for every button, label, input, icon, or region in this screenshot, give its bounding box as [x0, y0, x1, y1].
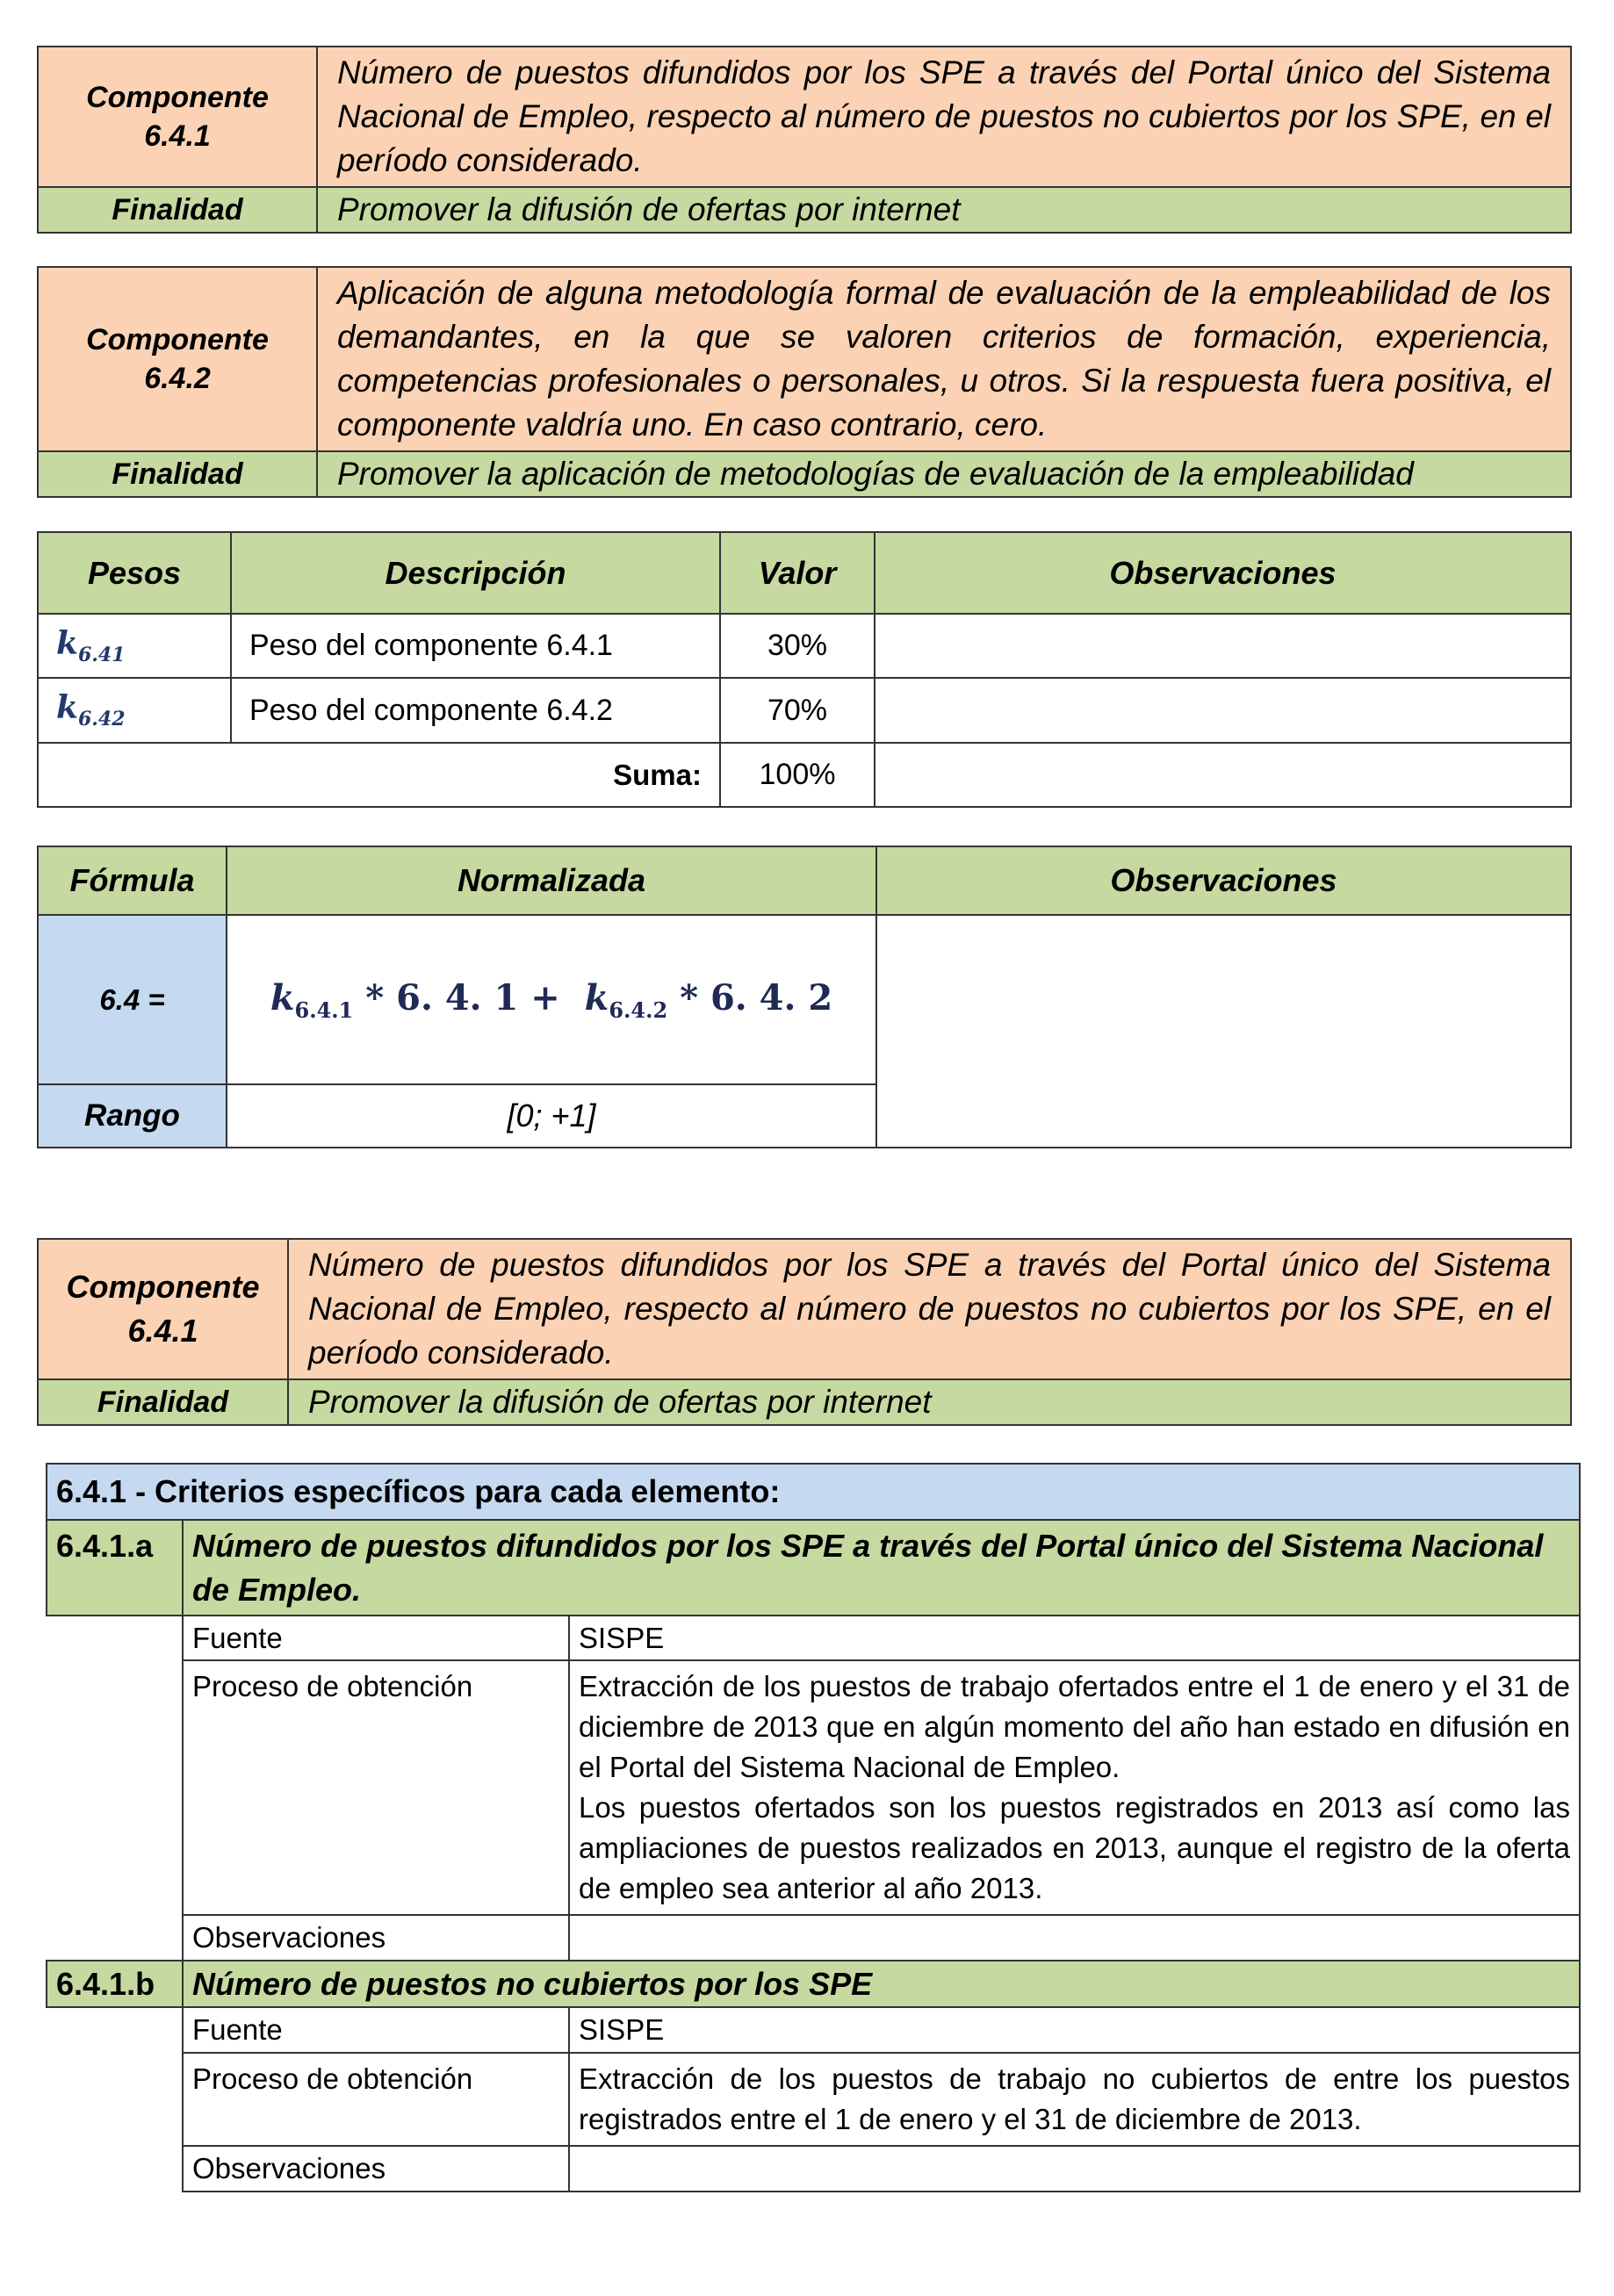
observaciones-header: Observaciones: [875, 532, 1571, 614]
componente-label-cell: [38, 1239, 288, 1379]
finalidad-label: Finalidad: [38, 1379, 288, 1425]
sum-observations: [875, 743, 1571, 807]
element-code: 6.4.1.a: [47, 1520, 183, 1616]
element-title: Número de puestos difundidos por los SPE a través del Portal único del Sistema Nacional de Empleo.: [183, 1520, 1580, 1616]
finalidad-label: Finalidad: [38, 187, 317, 233]
componente-description: Número de puestos difundidos por los SPE a través del Portal único del Sistema Nacional de Empleo, respecto al número de puestos no cubiertos por los SPE, en el período considerado.: [317, 47, 1571, 187]
componente-label-cell: [38, 47, 317, 187]
fuente-label: Fuente: [183, 2007, 569, 2053]
proceso-paragraph: Los puestos ofertados son los puestos registrados en 2013 así como las ampliaciones de puestos realizados en 2013, aunque el registro de la oferta de empleo sea anterior al año 2013.: [579, 1791, 1570, 1904]
pesos-table: [37, 531, 1572, 808]
weight-observations: [875, 678, 1571, 743]
componente-description: Aplicación de alguna metodología formal de evaluación de la empleabilidad de los demandantes, en la que se valoren criterios de formación, experiencia, competencias profesionales o personales, u otros. Si la respuesta fuera positiva, el componente valdría uno. En caso contrario, cero.: [317, 267, 1571, 451]
weight-description: Peso del componente 6.4.1: [231, 614, 720, 678]
componente-number: 6.4.2: [144, 362, 211, 395]
fuente-label: Fuente: [183, 1616, 569, 1660]
fuente-value: SISPE: [569, 1616, 1580, 1660]
fuente-value: SISPE: [569, 2007, 1580, 2053]
formula-expression: $k_{6.4.1} * 6$. 4. $1 + k_{6.4.2} * 6$. 4. 2: [227, 915, 876, 1084]
formula-observations: [876, 915, 1571, 1148]
criterios-title: 6.4.1 - Criterios específicos para cada elemento:: [47, 1464, 1580, 1520]
normalizada-header: Normalizada: [227, 846, 876, 915]
sum-row: [38, 743, 1571, 807]
componente-label: Componente: [66, 1269, 260, 1305]
proceso-label: Proceso de obtención: [183, 2053, 569, 2146]
componente-label-cell: [38, 267, 317, 451]
pesos-header: Pesos: [38, 532, 231, 614]
observaciones-label: Observaciones: [183, 1915, 569, 1961]
componente-label: Componente: [86, 323, 269, 356]
observaciones-value: [569, 1915, 1580, 1961]
weight-symbol: $k_{6.42}$: [38, 678, 231, 743]
observaciones-header: Observaciones: [876, 846, 1571, 915]
componente-number: 6.4.1: [127, 1313, 198, 1349]
element-code: 6.4.1.b: [47, 1961, 183, 2007]
valor-header: Valor: [720, 532, 875, 614]
proceso-label: Proceso de obtención: [183, 1660, 569, 1915]
componente-6-4-2-block: [37, 266, 1572, 498]
componente-6-4-1-detail-block: [37, 1238, 1572, 1426]
componente-description: Número de puestos difundidos por los SPE a través del Portal único del Sistema Nacional de Empleo, respecto al número de puestos no cubiertos por los SPE, en el período considerado.: [288, 1239, 1571, 1379]
rango-label: Rango: [38, 1084, 227, 1148]
rango-value: [0; +1]: [227, 1084, 876, 1148]
proceso-value: [569, 1660, 1580, 1915]
componente-label: Componente: [86, 81, 269, 114]
formula-table: [37, 846, 1572, 1148]
observaciones-label: Observaciones: [183, 2146, 569, 2192]
criterios-table: [46, 1463, 1581, 2192]
proceso-value: Extracción de los puestos de trabajo no cubiertos de entre los puestos registrados entre el 1 de enero y el 31 de diciembre de 2013.: [569, 2053, 1580, 2146]
weight-value: 70%: [720, 678, 875, 743]
finalidad-text: Promover la aplicación de metodologías de evaluación de la empleabilidad: [317, 451, 1571, 497]
table-row: [38, 614, 1571, 678]
formula-header: Fórmula: [38, 846, 227, 915]
finalidad-text: Promover la difusión de ofertas por internet: [288, 1379, 1571, 1425]
sum-value: 100%: [720, 743, 875, 807]
weight-symbol: $k_{6.41}$: [38, 614, 231, 678]
weight-value: 30%: [720, 614, 875, 678]
finalidad-text: Promover la difusión de ofertas por internet: [317, 187, 1571, 233]
proceso-paragraph: Extracción de los puestos de trabajo ofertados entre el 1 de enero y el 31 de diciembre de 2013 que en algún momento del año han estado en difusión en el Portal del Sistema Nacional de Empleo.: [579, 1670, 1570, 1783]
formula-label: 6.4 =: [38, 915, 227, 1084]
weight-description: Peso del componente 6.4.2: [231, 678, 720, 743]
descripcion-header: Descripción: [231, 532, 720, 614]
weight-observations: [875, 614, 1571, 678]
sum-label: Suma:: [38, 743, 720, 807]
element-title: Número de puestos no cubiertos por los SPE: [183, 1961, 1580, 2007]
componente-number: 6.4.1: [144, 119, 211, 153]
componente-6-4-1-block: [37, 46, 1572, 234]
observaciones-value: [569, 2146, 1580, 2192]
table-row: [38, 678, 1571, 743]
finalidad-label: Finalidad: [38, 451, 317, 497]
